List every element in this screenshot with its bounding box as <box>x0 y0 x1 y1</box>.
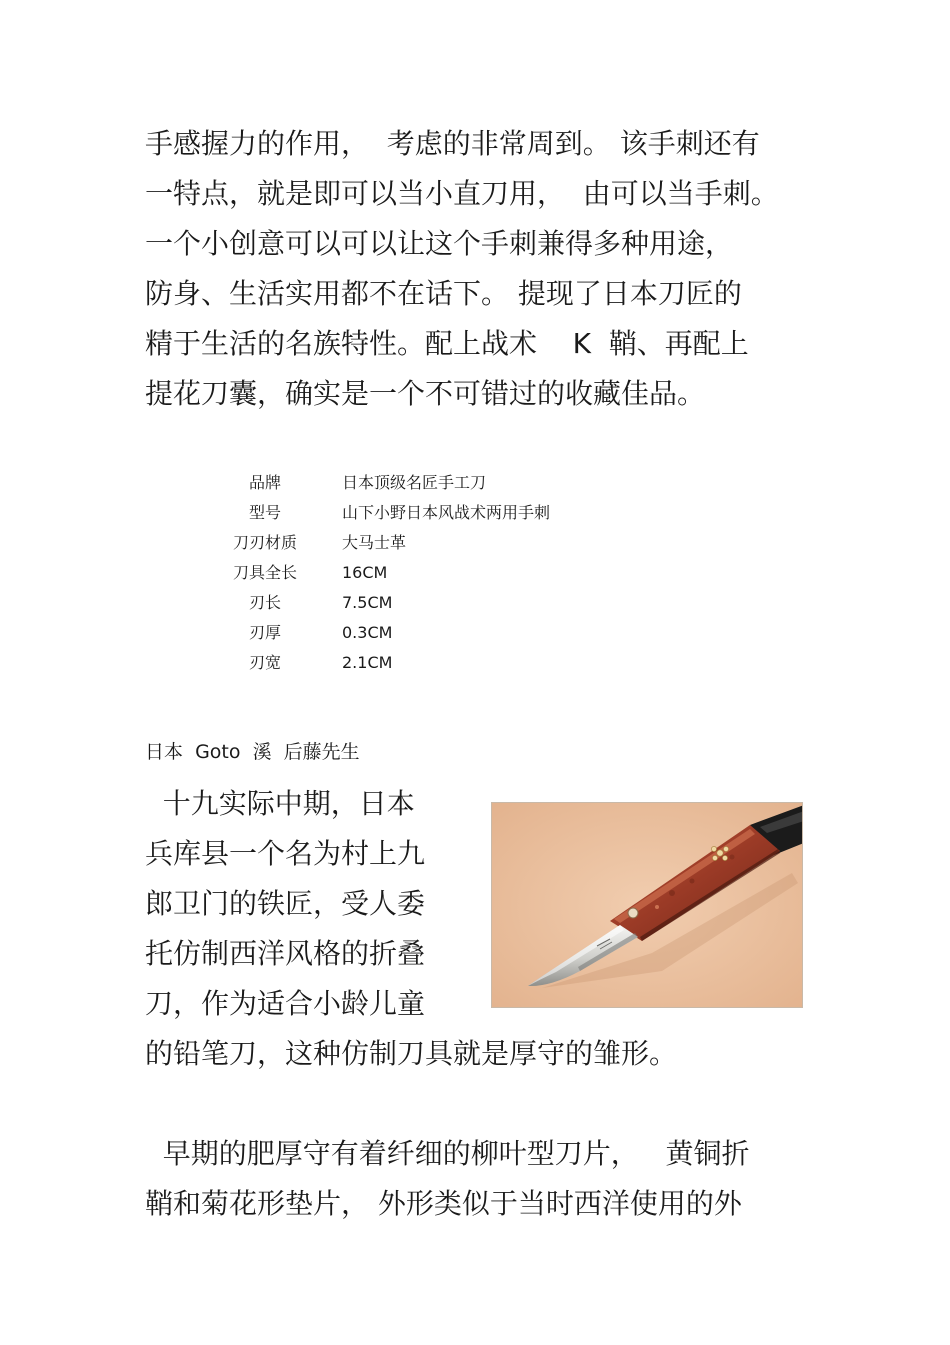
spec-label: 刃长 <box>248 593 281 612</box>
spec-row <box>220 558 550 588</box>
spec-value: 16CM <box>342 563 388 582</box>
history-line: 兵库县一个名为村上九 <box>145 837 426 870</box>
intro-paragraph <box>145 119 825 419</box>
spec-label: 型号 <box>248 503 281 522</box>
spec-table <box>220 468 550 678</box>
intro-line: 精于生活的名族特性。配上战术 K 鞘、再配上 <box>145 327 749 360</box>
later-line: 早期的肥厚守有着纤细的柳叶型刀片， 黄铜折 <box>145 1137 750 1170</box>
section-heading: 日本 Goto 溪 后藤先生 <box>145 741 360 763</box>
spec-value: 日本顶级名匠手工刀 <box>342 473 487 492</box>
spec-value: 0.3CM <box>342 623 393 642</box>
spec-row <box>220 588 550 618</box>
history-line: 十九实际中期，日本 <box>145 787 415 820</box>
spec-label: 刃宽 <box>248 653 281 672</box>
knife-photo <box>491 802 803 1008</box>
history-line: 郎卫门的铁匠，受人委 <box>145 887 426 920</box>
spec-label: 品牌 <box>248 473 281 492</box>
later-line: 鞘和菊花形垫片， 外形类似于当时西洋使用的外 <box>145 1187 742 1220</box>
spec-label: 刀刃材质 <box>232 533 297 552</box>
history-line: 刀，作为适合小龄儿童 <box>145 987 426 1020</box>
spec-row <box>220 528 550 558</box>
spec-value: 2.1CM <box>342 653 393 672</box>
intro-line: 防身、生活实用都不在话下。 提现了日本刀匠的 <box>145 277 742 310</box>
later-paragraph <box>145 1129 825 1229</box>
history-line: 的铅笔刀，这种仿制刀具就是厚守的雏形。 <box>145 1037 678 1070</box>
intro-line: 提花刀囊，确实是一个不可错过的收藏佳品。 <box>145 377 706 410</box>
intro-line: 手感握力的作用， 考虑的非常周到。 该手刺还有 <box>145 127 760 160</box>
spec-row <box>220 498 550 528</box>
spec-label: 刀具全长 <box>232 563 297 582</box>
spec-value: 大马士革 <box>342 533 407 552</box>
spec-row <box>220 648 550 678</box>
spec-row <box>220 618 550 648</box>
spec-row <box>220 468 550 498</box>
spec-value: 山下小野日本风战术两用手刺 <box>342 503 551 522</box>
intro-line: 一个小创意可以可以让这个手刺兼得多种用途， <box>145 227 734 260</box>
intro-line: 一特点，就是即可以当小直刀用， 由可以当手刺。 <box>145 177 779 210</box>
spec-value: 7.5CM <box>342 593 393 612</box>
spec-label: 刃厚 <box>248 623 281 642</box>
history-line: 托仿制西洋风格的折叠 <box>145 937 426 970</box>
